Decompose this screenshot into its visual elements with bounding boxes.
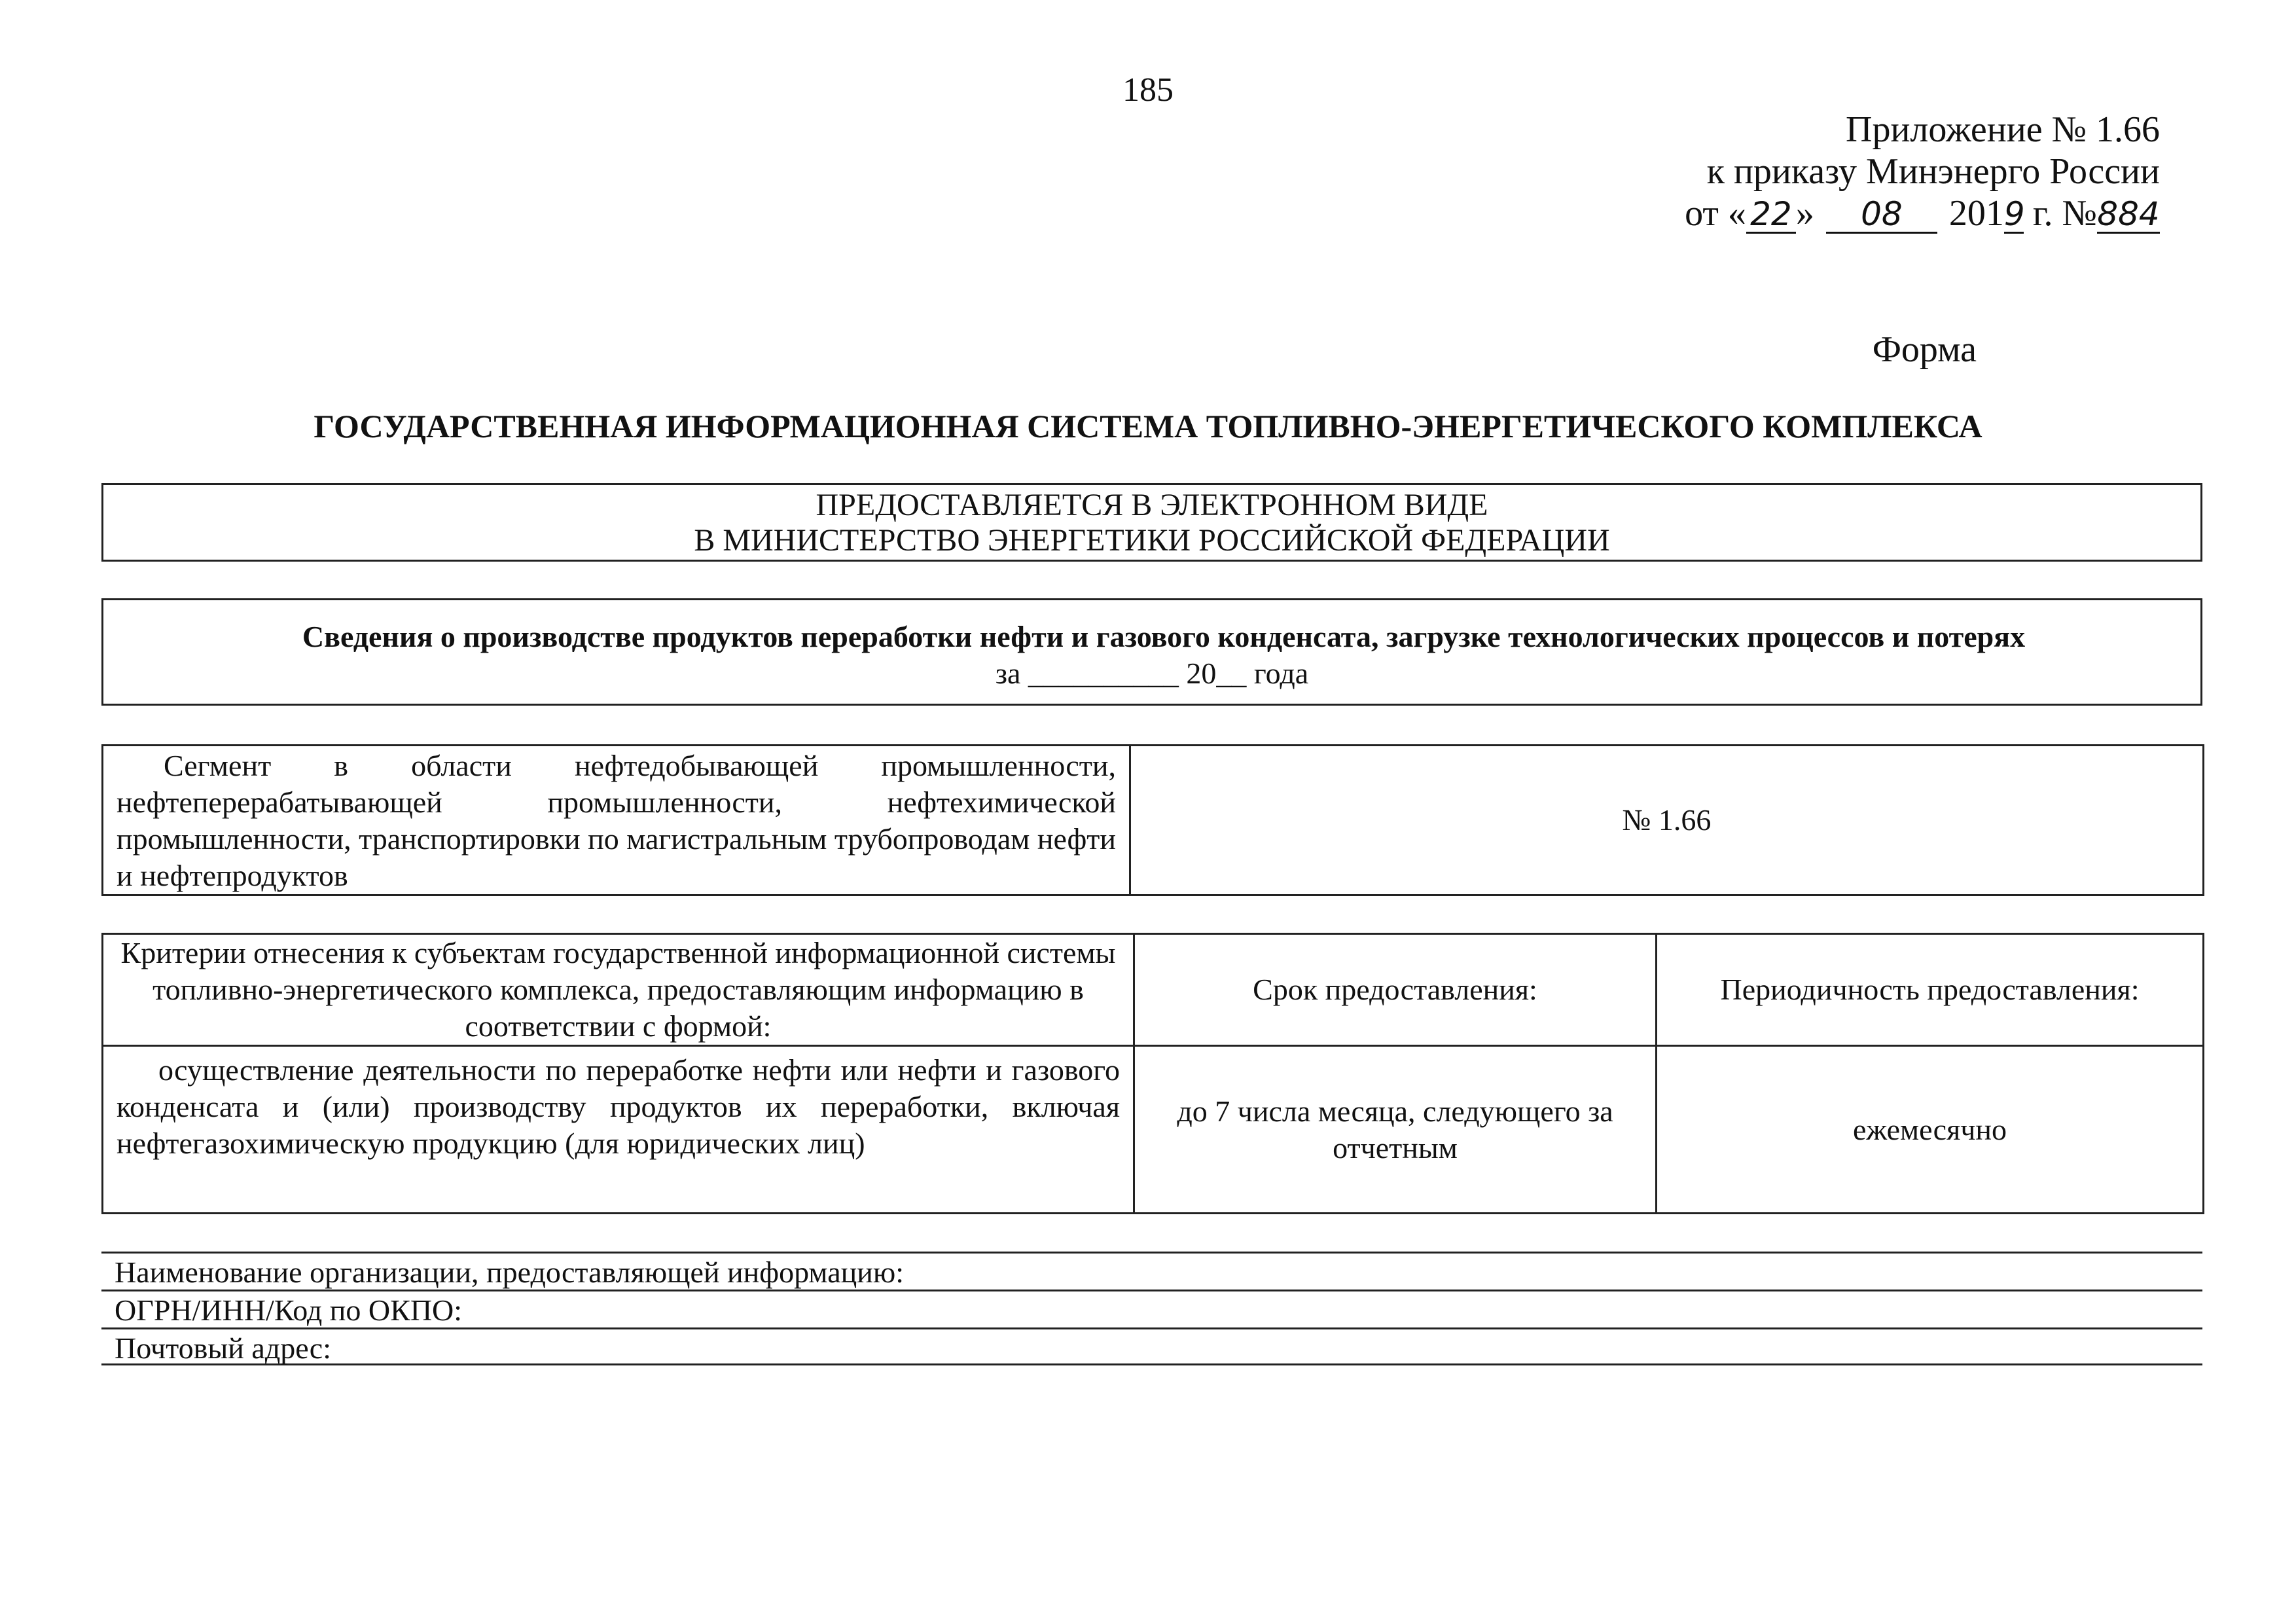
org-ids-label: ОГРН/ИНН/Код по ОКПО: bbox=[115, 1293, 463, 1327]
periodicity-header: Периодичность предоставления: bbox=[1657, 934, 2204, 1046]
appendix-order-date bbox=[1685, 192, 2160, 234]
org-name-field[interactable] bbox=[101, 1252, 2202, 1290]
handwritten-month: 08 bbox=[1826, 196, 1937, 234]
table-header-row bbox=[103, 934, 2204, 1046]
segment-form-number: № 1.66 bbox=[1130, 746, 2204, 895]
electronic-submission-box bbox=[101, 483, 2202, 562]
handwritten-day: 22 bbox=[1746, 196, 1796, 234]
segment-description: Сегмент в области нефтедобывающей промышленности, нефтеперерабатывающей промышленности, нефтехимической промышленности, транспортировки по магистральным трубопроводам нефти и нефтепродуктов bbox=[103, 746, 1130, 895]
electronic-line-1: ПРЕДОСТАВЛЯЕТСЯ В ЭЛЕКТРОННОМ ВИДЕ bbox=[816, 488, 1488, 522]
form-label: Форма bbox=[1872, 329, 1977, 370]
org-address-field[interactable] bbox=[101, 1327, 2202, 1365]
table-row bbox=[103, 1046, 2204, 1214]
report-title: Сведения о производстве продуктов переработки нефти и газового конденсата, загрузке технологических процессов и потерях bbox=[302, 620, 2026, 653]
appendix-header bbox=[1685, 109, 2160, 234]
organization-fields bbox=[101, 1252, 2202, 1365]
deadline-header: Срок предоставления: bbox=[1134, 934, 1657, 1046]
page-number: 185 bbox=[1122, 71, 1174, 109]
table-row bbox=[103, 746, 2204, 895]
order-prefix: г. № bbox=[2023, 193, 2097, 234]
criteria-table bbox=[101, 933, 2204, 1214]
criteria-header: Критерии отнесения к субъектам государственной информационной системы топливно-энергетического комплекса, предоставляющим информацию в соответствии с формой: bbox=[103, 934, 1134, 1046]
org-address-label: Почтовый адрес: bbox=[115, 1331, 331, 1365]
segment-table bbox=[101, 744, 2204, 896]
year-prefix: 201 bbox=[1948, 193, 2004, 234]
appendix-order-ref: к приказу Минэнерго России bbox=[1706, 151, 2160, 192]
handwritten-order-number: 884 bbox=[2097, 195, 2160, 233]
report-period: за __________ 20__ года bbox=[995, 657, 1309, 690]
date-prefix: от « bbox=[1685, 193, 1746, 234]
handwritten-year-digit: 9 bbox=[2003, 195, 2025, 233]
appendix-title: Приложение № 1.66 bbox=[1846, 109, 2160, 150]
org-ids-field[interactable] bbox=[101, 1290, 2202, 1327]
main-title: ГОСУДАРСТВЕННАЯ ИНФОРМАЦИОННАЯ СИСТЕМА ТОПЛИВНО-ЭНЕРГЕТИЧЕСКОГО КОМПЛЕКСА bbox=[314, 408, 1982, 444]
periodicity-value: ежемесячно bbox=[1657, 1046, 2204, 1214]
criteria-value: осуществление деятельности по переработке нефти или нефти и газового конденсата и (или) производству продуктов их переработки, включая нефтегазохимическую продукцию (для юридических лиц) bbox=[103, 1046, 1134, 1214]
electronic-line-2: В МИНИСТЕРСТВО ЭНЕРГЕТИКИ РОССИЙСКОЙ ФЕДЕРАЦИИ bbox=[694, 523, 1610, 558]
report-title-box bbox=[101, 598, 2202, 706]
deadline-value: до 7 числа месяца, следующего за отчетным bbox=[1134, 1046, 1657, 1214]
org-name-label: Наименование организации, предоставляющей информацию: bbox=[115, 1255, 904, 1289]
date-day-close: » bbox=[1795, 193, 1814, 234]
